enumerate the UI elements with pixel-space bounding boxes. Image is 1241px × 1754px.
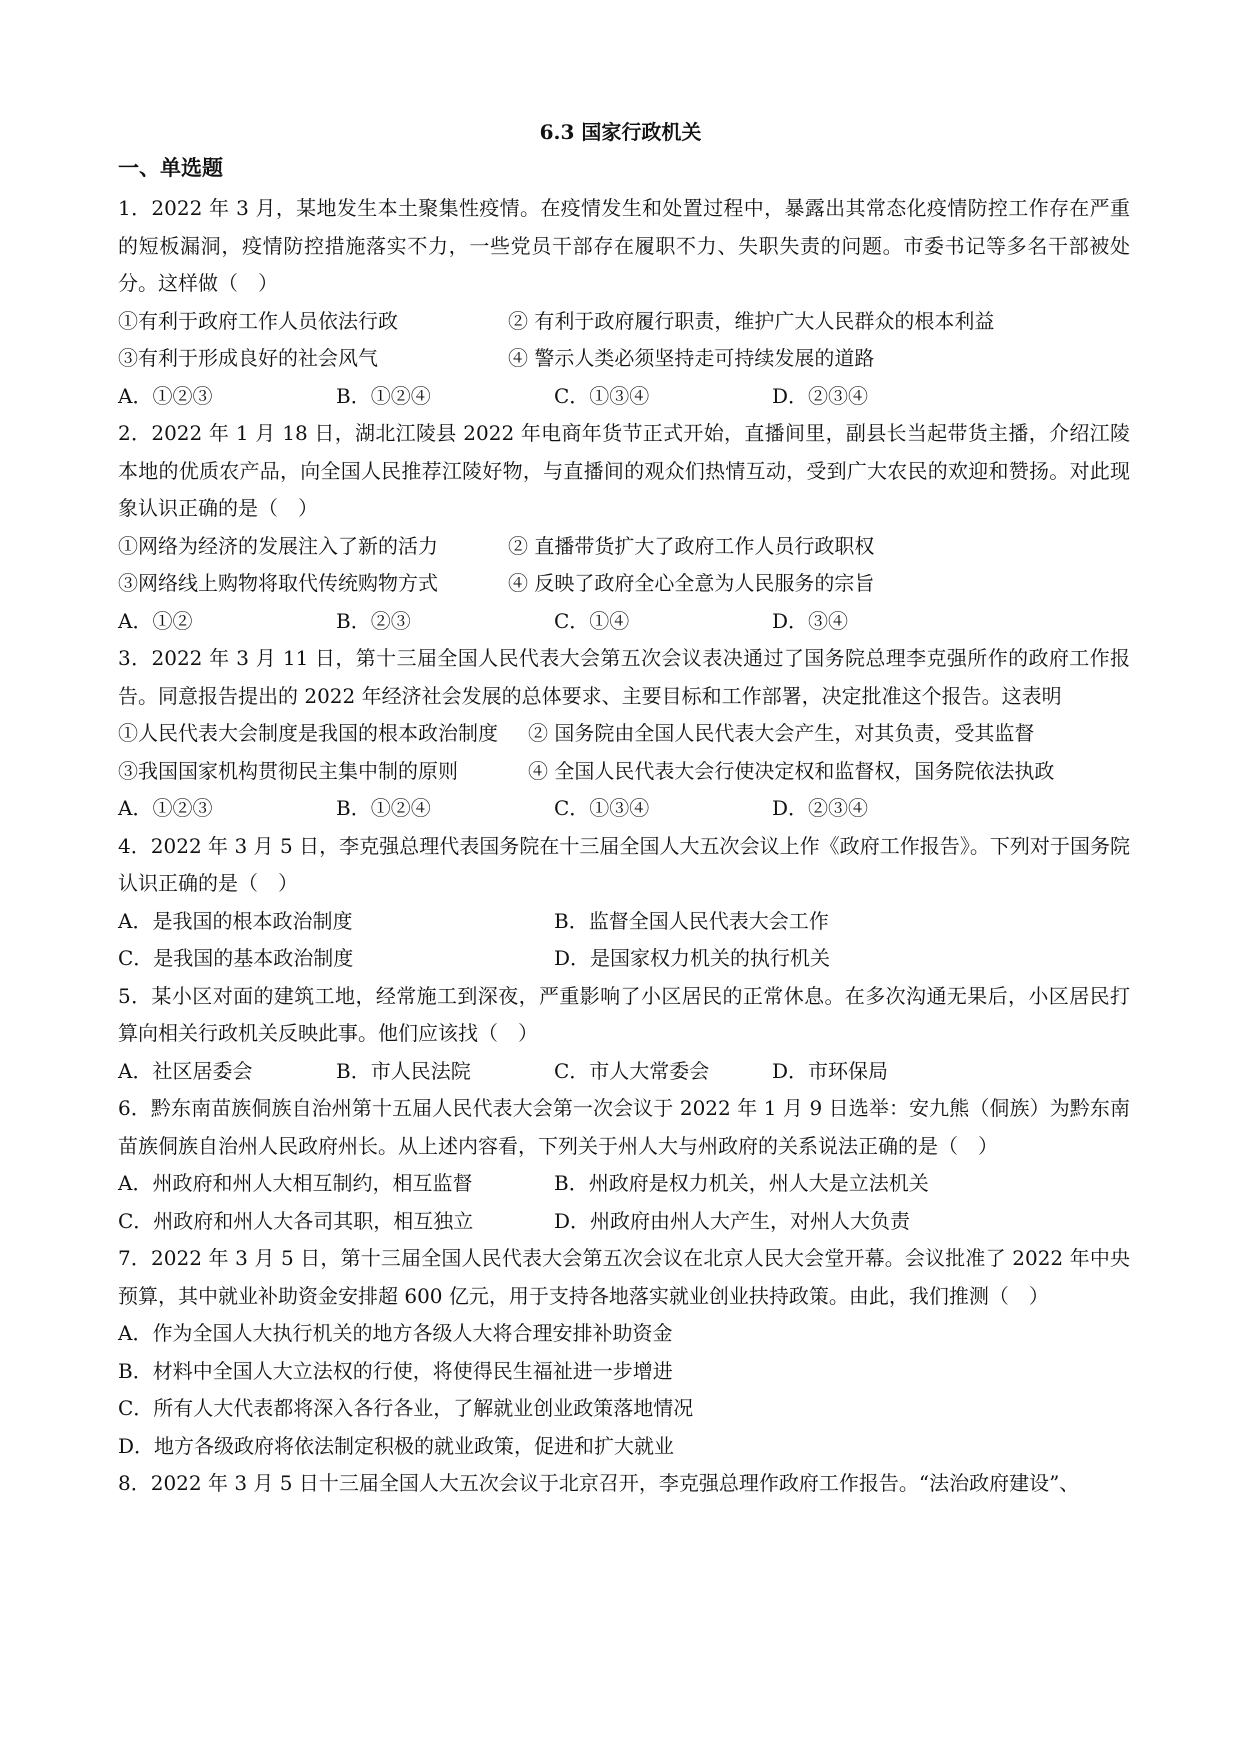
statement: ② 国务院由全国人民代表大会产生，对其负责，受其监督 (528, 721, 1035, 745)
option-d: D．是国家权力机关的执行机关 (554, 946, 831, 970)
option-b: B．州政府是权力机关，州人大是立法机关 (554, 1171, 929, 1195)
option-row (118, 790, 1130, 828)
question-6 (118, 1090, 1130, 1240)
statement: ①人民代表大会制度是我国的根本政治制度 (118, 721, 498, 745)
statement-row (118, 340, 1130, 378)
statement: ④ 警示人类必须坚持走可持续发展的道路 (508, 346, 875, 370)
question-stem: 4．2022 年 3 月 5 日，李克强总理代表国务院在十三届全国人大五次会议上作《政府工作报告》。下列对于国务院认识正确的是（ ） (118, 833, 1130, 895)
question-stem: 3．2022 年 3 月 11 日，第十三届全国人民代表大会第五次会议表决通过了国务院总理李克强所作的政府工作报告。同意报告提出的 2022 年经济社会发展的总体要求、主要目标和工作部署，决定批准这个报告。这表明 (118, 646, 1130, 708)
option-c: C．是我国的基本政治制度 (118, 946, 354, 970)
option-b: B．①②④ (336, 796, 431, 820)
option-c: C．州政府和州人大各司其职，相互独立 (118, 1208, 474, 1233)
statement: ①网络为经济的发展注入了新的活力 (118, 533, 438, 558)
option-c: C．①③④ (554, 383, 650, 408)
option-d: D．②③④ (772, 383, 869, 408)
question-stem: 8．2022 年 3 月 5 日十三届全国人大五次会议于北京召开，李克强总理作政府工作报告。“法治政府建设”、 (118, 1471, 1080, 1495)
option-a: A．①②③ (118, 383, 213, 408)
option-b: B．②③ (336, 608, 411, 633)
option-row (118, 603, 1130, 641)
option-row (118, 903, 1130, 941)
option-a: A．州政府和州人大相互制约，相互监督 (118, 1171, 473, 1195)
option-row (118, 1053, 1130, 1091)
option-row (118, 1165, 1130, 1203)
statement: ④ 全国人民代表大会行使决定权和监督权，国务院依法执政 (528, 758, 1055, 783)
option-c: C．①③④ (554, 796, 650, 820)
statement: ③网络线上购物将取代传统购物方式 (118, 571, 438, 595)
question-2 (118, 415, 1130, 640)
statement: ③我国国家机构贯彻民主集中制的原则 (118, 758, 458, 783)
question-list (118, 190, 1130, 1503)
question-stem: 6．黔东南苗族侗族自治州第十五届人民代表大会第一次会议于 2022 年 1 月 9 日选举：安九熊（侗族）为黔东南苗族侗族自治州人民政府州长。从上述内容看，下列关于州人大与州政府的关系说法正确的是（ ） (118, 1096, 1130, 1158)
option-d: D．地方各级政府将依法制定积极的就业政策，促进和扩大就业 (118, 1433, 675, 1458)
question-3 (118, 640, 1130, 828)
option-b: B．材料中全国人大立法权的行使，将使得民生福祉进一步增进 (118, 1358, 673, 1383)
statement-row (118, 528, 1130, 566)
question-stem: 2．2022 年 1 月 18 日，湖北江陵县 2022 年电商年货节正式开始，直播间里，副县长当起带货主播，介绍江陵本地的优质农产品，向全国人民推荐江陵好物，与直播间的观众们热情互动，受到广大农民的欢迎和赞扬。对此现象认识正确的是（ ） (118, 421, 1130, 520)
option-d: D．市环保局 (772, 1058, 889, 1083)
option-c: C．市人大常委会 (554, 1058, 710, 1083)
page-title: 6.3 国家行政机关 (539, 120, 702, 144)
question-stem: 5．某小区对面的建筑工地，经常施工到深夜，严重影响了小区居民的正常休息。在多次沟通无果后，小区居民打算向相关行政机关反映此事。他们应该找（ ） (118, 983, 1130, 1045)
question-stem: 1．2022 年 3 月，某地发生本土聚集性疫情。在疫情发生和处置过程中，暴露出其常态化疫情防控工作存在严重的短板漏洞，疫情防控措施落实不力，一些党员干部存在履职不力、失职失责的问题。市委书记等多名干部被处分。这样做（ ） (118, 196, 1130, 295)
option-row (118, 1203, 1130, 1241)
question-5 (118, 978, 1130, 1091)
option-a: A．①②③ (118, 796, 213, 820)
statement-row (118, 753, 1130, 791)
statement: ④ 反映了政府全心全意为人民服务的宗旨 (508, 571, 875, 595)
option-d: D．②③④ (772, 796, 869, 820)
statement: ② 直播带货扩大了政府工作人员行政职权 (508, 533, 875, 558)
question-8 (118, 1465, 1130, 1503)
option-d: D．州政府由州人大产生，对州人大负责 (554, 1208, 911, 1233)
statement: ② 有利于政府履行职责，维护广大人民群众的根本利益 (508, 308, 995, 333)
question-1 (118, 190, 1130, 415)
option-a: A．是我国的根本政治制度 (118, 908, 353, 933)
statement-row (118, 565, 1130, 603)
question-stem: 7．2022 年 3 月 5 日，第十三届全国人民代表大会第五次会议在北京人民大会堂开幕。会议批准了 2022 年中央预算，其中就业补助资金安排超 600 亿元，用于支持各地落实就业创业扶持政策。由此，我们推测（ ） (118, 1246, 1130, 1308)
question-7 (118, 1240, 1130, 1465)
statement-row (118, 303, 1130, 341)
option-b: B．监督全国人民代表大会工作 (554, 908, 829, 933)
statement-row (118, 715, 1130, 753)
option-a: A．作为全国人大执行机关的地方各级人大将合理安排补助资金 (118, 1321, 673, 1345)
section-heading: 一、单选题 (118, 155, 223, 180)
statement: ③有利于形成良好的社会风气 (118, 346, 378, 370)
option-b: B．市人民法院 (336, 1058, 471, 1083)
option-row (118, 940, 1130, 978)
option-c: C．所有人大代表都将深入各行各业，了解就业创业政策落地情况 (118, 1396, 694, 1420)
option-b: B．①②④ (336, 383, 431, 408)
option-a: A．社区居委会 (118, 1058, 253, 1083)
question-4 (118, 828, 1130, 978)
option-c: C．①④ (554, 608, 630, 633)
option-d: D．③④ (772, 608, 849, 633)
option-a: A．①② (118, 608, 193, 633)
option-row (118, 378, 1130, 416)
statement: ①有利于政府工作人员依法行政 (118, 308, 398, 333)
